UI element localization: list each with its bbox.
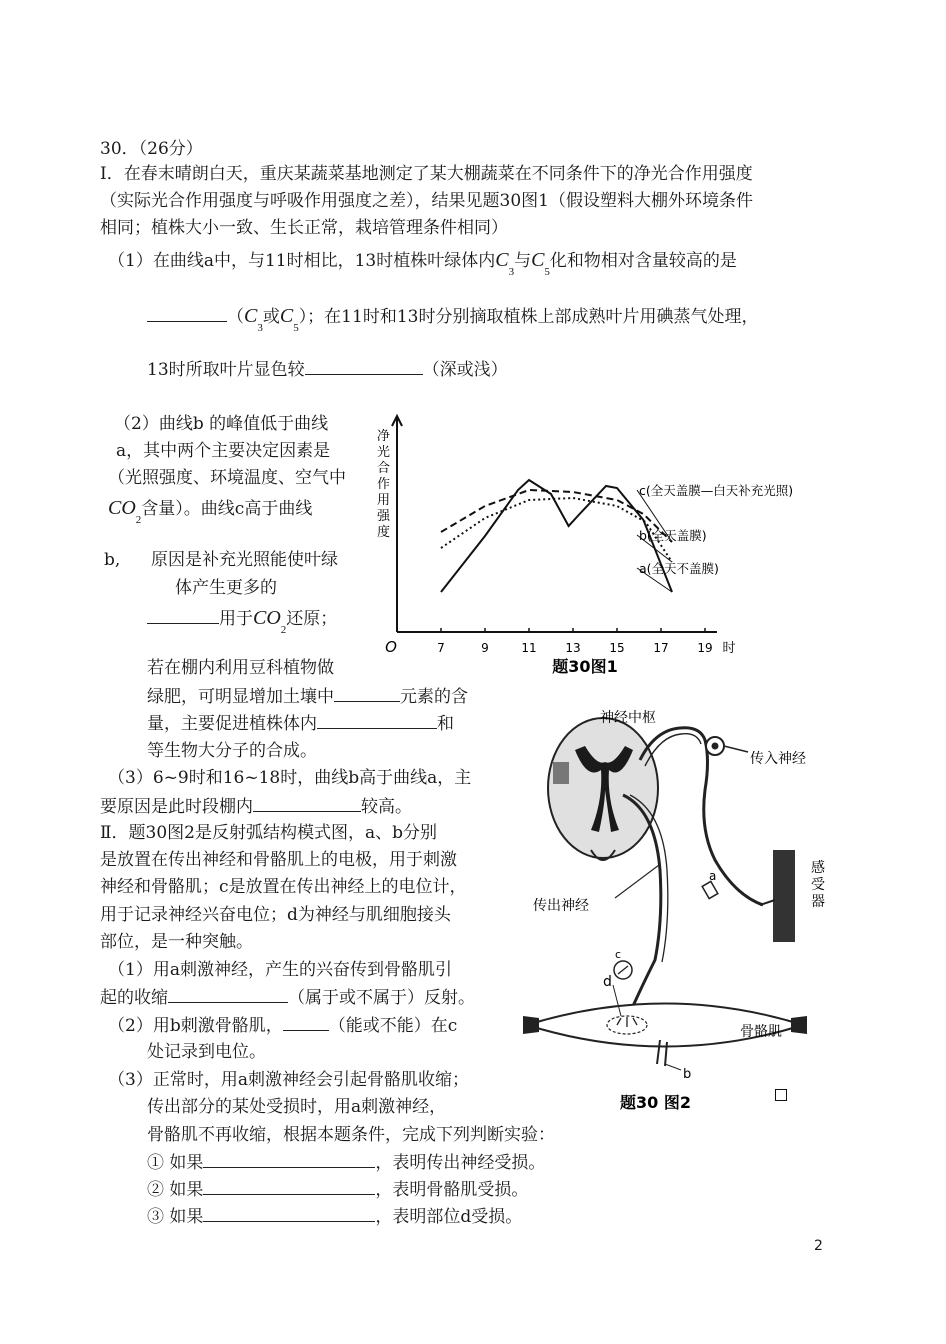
photosynthesis-chart (365, 410, 835, 680)
label-b: b (683, 1067, 692, 1082)
label-c: c (615, 948, 622, 961)
label-efferent-nerve: 传出神经 (533, 898, 589, 914)
judgment-row-1: ① 如果 ，表明传出神经受损。 (147, 1153, 546, 1173)
answer-blank-11[interactable] (203, 1205, 375, 1222)
page-number: 2 (814, 1238, 823, 1254)
chart-axes (392, 416, 717, 632)
receptor-connection (760, 900, 775, 905)
answer-blank-9[interactable] (203, 1151, 375, 1168)
x-tick-label: 9 (481, 641, 489, 655)
electrode-a (702, 881, 718, 898)
q1-text: （1）在曲线a中，与11时相比，13时植株叶绿体内 (108, 251, 496, 271)
co2-formula: $CO_2$ (253, 607, 287, 636)
reflex-arc-diagram (505, 700, 835, 1120)
part1-intro-line1: Ⅰ．在春末晴朗白天，重庆某蔬菜基地测定了某大棚蔬菜在不同条件下的净光合作用强度 (100, 164, 753, 184)
judgment-row-3: ③ 如果 ，表明部位d受损。 (147, 1207, 523, 1227)
c5-formula: $C_5$ (279, 305, 299, 334)
chart-labels-group (377, 429, 793, 676)
x-tick-label: O (385, 638, 397, 656)
part2-q3-line2: 传出部分的某处受损时，用a刺激神经， (147, 1097, 447, 1117)
part1-q2-line5a: b, (104, 550, 121, 570)
label-muscle: 骨骼肌 (740, 1024, 782, 1040)
part1-q2-line10: 量，主要促进植株体内 和 (147, 714, 454, 734)
efferent-leader-line (615, 865, 659, 898)
question-header: 30．（26分） (100, 139, 203, 159)
part1-q2-line3: （光照强度、环境温度、空气中 (108, 468, 346, 488)
part2-line2: 是放置在传出神经和骨骼肌上的电极，用于刺激 (100, 850, 457, 870)
y-axis-label: 净光合作用强度 (377, 429, 391, 540)
answer-blank-7[interactable] (168, 986, 288, 1003)
part2-q1-line1: （1）用a刺激神经，产生的兴奋传到骨骼肌引 (108, 960, 452, 980)
part1-q2-line8: 若在棚内利用豆科植物做 (147, 658, 334, 678)
part1-q3-line1: （3）6~9时和16~18时，曲线b高于曲线a，主 (108, 768, 472, 788)
part2-q3-line3: 骨骼肌不再收缩，根据本题条件，完成下列判断实验： (147, 1125, 555, 1145)
afferent-leader-line (724, 746, 748, 752)
x-tick-label: 19 (697, 641, 713, 655)
svg-text:感受器: 感受器 (811, 860, 825, 910)
part2-q1-line2: 起的收缩 （属于或不属于）反射。 (100, 988, 475, 1008)
c3-formula: $C_3$ (244, 305, 263, 334)
judgment-row-2: ② 如果 ，表明骨骼肌受损。 (147, 1180, 529, 1200)
x-tick-label: 7 (437, 641, 445, 655)
x-axis-label: 时 (722, 641, 736, 656)
muscle-tendon-left (523, 1016, 539, 1034)
part2-line4: 用于记录神经兴奋电位；d为神经与肌细胞接头 (100, 905, 451, 925)
part1-q2-line1: （2）曲线b 的峰值低于曲线 (114, 414, 329, 434)
part1-intro-line2: （实际光合作用强度与呼吸作用强度之差），结果见题30图1（假设塑料大棚外环境条件 (100, 191, 753, 211)
legend-label: b(全天盖膜) (639, 528, 707, 543)
answer-blank-3[interactable] (147, 607, 219, 624)
answer-blank-5[interactable] (317, 712, 437, 729)
answer-blank-1[interactable] (147, 305, 227, 322)
x-tick-label: 17 (653, 641, 669, 655)
legend-label: c(全天盖膜—白天补充光照) (639, 483, 794, 498)
answer-blank-8[interactable] (283, 1014, 329, 1031)
part2-q2-line1: （2）用b刺激骨骼肌， （能或不能）在c (108, 1016, 458, 1036)
x-tick-label: 13 (565, 641, 581, 655)
c5-formula: $C_5$ (531, 249, 550, 278)
part2-q2-line2: 处记录到电位。 (147, 1042, 266, 1062)
co2-formula: $CO_2$ (108, 497, 142, 526)
label-afferent-nerve: 传入神经 (750, 751, 806, 767)
part1-q1-line3: 13时所取叶片显色较 （深或浅） (147, 360, 508, 380)
part1-q2-line9: 绿肥，可明显增加土壤中 元素的含 (147, 687, 468, 707)
muscle-tendon-right (791, 1016, 807, 1034)
part2-line3: 神经和骨骼肌；c是放置在传出神经上的电位计， (100, 877, 467, 897)
series-line-a (441, 480, 672, 592)
part1-q2-line6: 体产生更多的 (175, 578, 277, 598)
part1-q1-line2: （$C_3$或$C_5$）；在11时和13时分别摘取植株上部成熟叶片用碘蒸气处理， (147, 305, 758, 335)
figure2-caption: 题30 图2 (620, 1093, 691, 1112)
chart-series-group (441, 480, 672, 592)
part1-q2-line5b: 原因是补充光照能使叶绿 (151, 550, 338, 570)
part1-q1-line1: （1）在曲线a中，与11时相比，13时植株叶绿体内$C_3$与$C_5$化和物相对含量较高的是 (108, 249, 737, 278)
series-line-b (441, 498, 672, 562)
label-d: d (603, 974, 612, 990)
c3-formula: $C_3$ (495, 249, 515, 278)
part1-q2-line7: 用于$CO_2$还原； (147, 607, 337, 637)
answer-blank-4[interactable] (334, 685, 400, 702)
legend-label: a(全天不盖膜) (639, 561, 719, 576)
part1-intro-line3: 相同；植株大小一致、生长正常，栽培管理条件相同） (100, 218, 508, 238)
x-tick-label: 11 (521, 641, 537, 655)
checkbox-square[interactable] (775, 1089, 787, 1101)
part2-q3-line1: （3）正常时，用a刺激神经会引起骨骼肌收缩； (108, 1070, 469, 1090)
part1-q3-line2: 要原因是此时段棚内 较高。 (100, 797, 412, 817)
label-nerve-center: 神经中枢 (600, 710, 656, 726)
answer-blank-6[interactable] (253, 795, 361, 812)
part1-q2-line4: $CO_2$含量）。曲线c高于曲线 (108, 497, 313, 526)
answer-blank-10[interactable] (203, 1178, 375, 1195)
afferent-nerve-path (640, 728, 763, 905)
part1-q2-line11: 等生物大分子的合成。 (147, 741, 317, 761)
x-tick-label: 15 (609, 641, 625, 655)
label-receptor (811, 859, 825, 910)
series-line-c (441, 490, 672, 542)
part2-line5: 部位，是一种突触。 (100, 932, 253, 952)
ganglion-nucleus (712, 743, 719, 750)
part1-q2-line2: a，其中两个主要决定因素是 (116, 441, 331, 461)
answer-blank-2[interactable] (305, 358, 423, 375)
receptor (773, 850, 795, 942)
part2-line1: Ⅱ．题30图2是反射弧结构模式图，a、b分别 (100, 823, 438, 843)
figure1-caption: 题30图1 (552, 657, 618, 676)
dorsal-region (553, 762, 569, 784)
label-a: a (709, 869, 717, 883)
